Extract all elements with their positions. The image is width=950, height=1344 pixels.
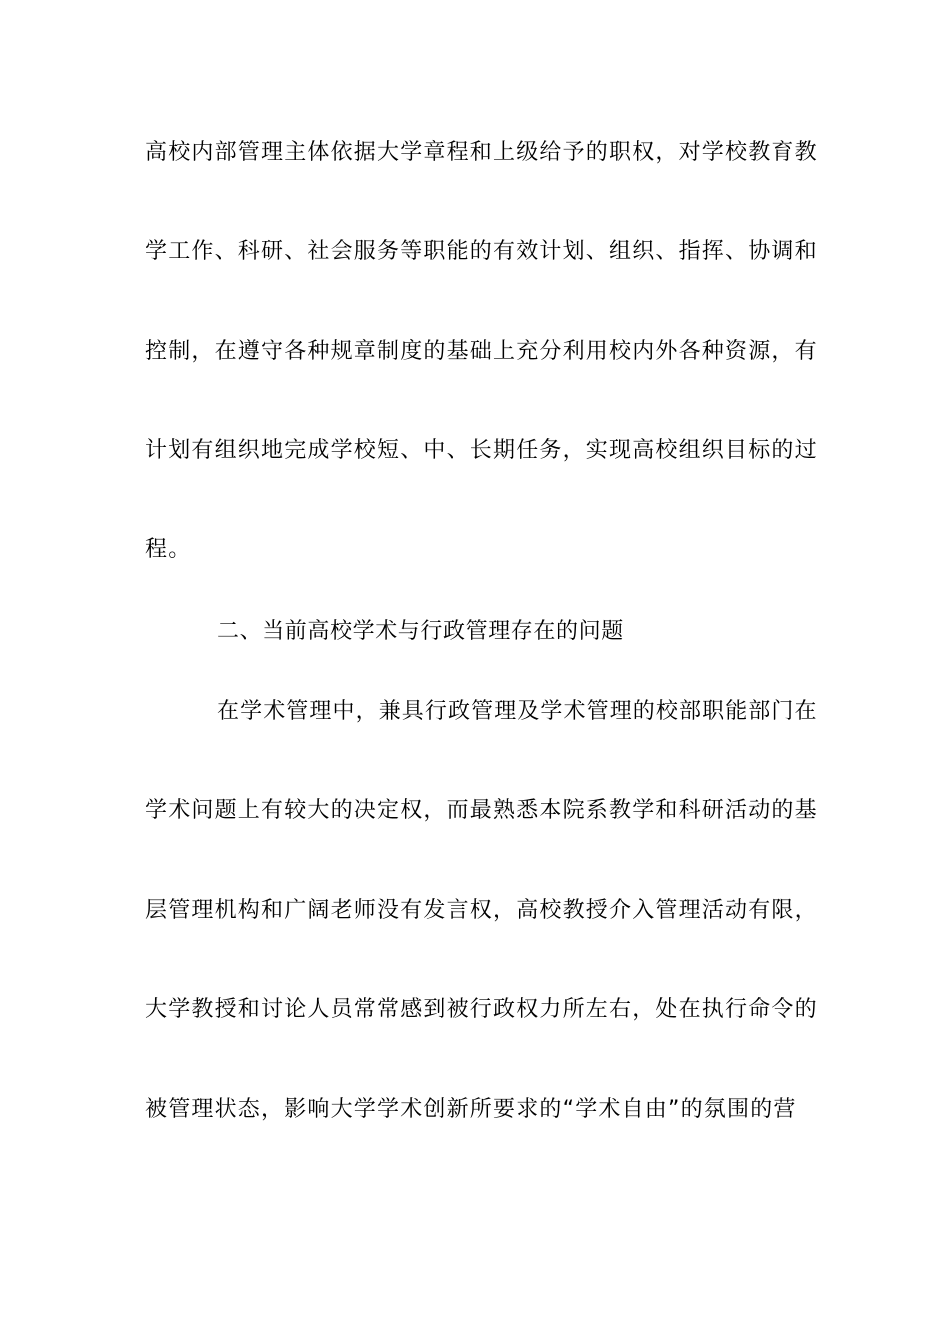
paragraph-1-line-3: 控制，在遵守各种规章制度的基础上充分利用校内外各种资源，有: [145, 339, 818, 364]
paragraph-2-line-5: 被管理状态，影响大学学术创新所要求的“学术自由”的氛围的营: [145, 1097, 797, 1122]
paragraph-1-line-2: 学工作、科研、社会服务等职能的有效计划、组织、指挥、协调和: [145, 239, 818, 264]
paragraph-2-line-1: 在学术管理中，兼具行政管理及学术管理的校部职能部门在: [217, 699, 818, 724]
paragraph-1-line-5: 程。: [145, 537, 192, 562]
paragraph-1-line-1: 高校内部管理主体依据大学章程和上级给予的职权，对学校教育教: [145, 140, 818, 165]
paragraph-2-line-4: 大学教授和讨论人员常常感到被行政权力所左右，处在执行命令的: [145, 997, 818, 1022]
section-heading: 二、当前高校学术与行政管理存在的问题: [217, 619, 624, 644]
paragraph-2-line-3: 层管理机构和广阔老师没有发言权，高校教授介入管理活动有限，: [145, 898, 818, 923]
paragraph-1-line-4: 计划有组织地完成学校短、中、长期任务，实现高校组织目标的过: [145, 438, 818, 463]
paragraph-2-line-2: 学术问题上有较大的决定权，而最熟悉本院系教学和科研活动的基: [145, 798, 818, 823]
